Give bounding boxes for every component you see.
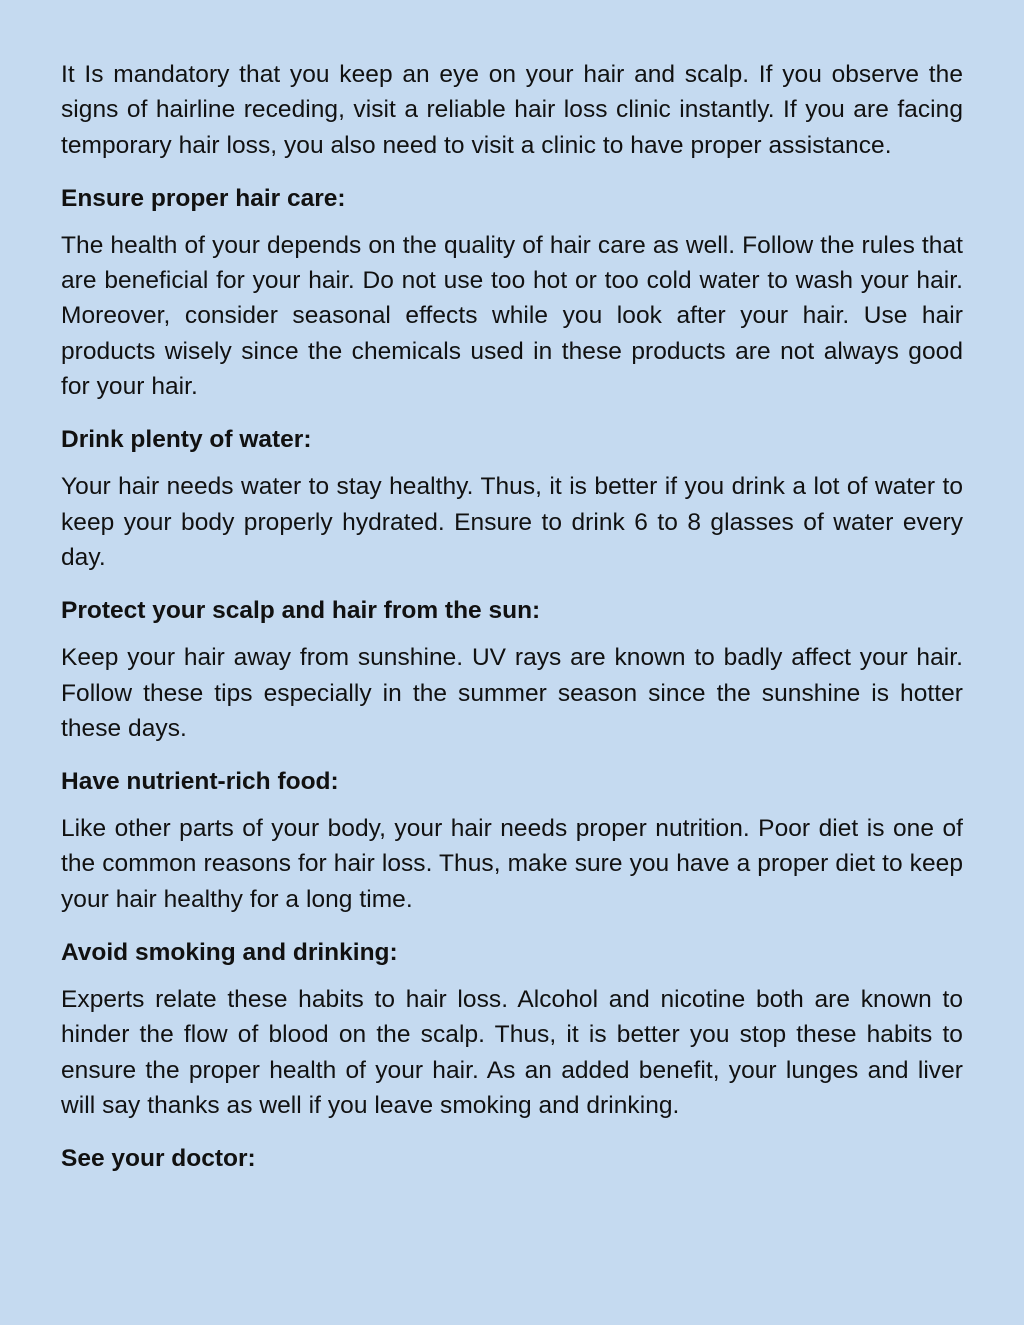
section-heading: Have nutrient-rich food: [61, 768, 339, 796]
section-body: Keep your hair away from sunshine. UV rays are known to badly affect your hair. Follow these tips especially in the summer season since the sunshine is hotter these days. [61, 644, 963, 742]
section-body: The health of your depends on the quality of hair care as well. Follow the rules that are beneficial for your hair. Do not use too hot or too cold water to wash your hair. Moreover, consider seasonal effects while you look after your hair. Use hair products wisely since the chemicals used in these products are not always good for your hair. [61, 231, 963, 401]
section-water [61, 422, 963, 575]
section-body: Like other parts of your body, your hair needs proper nutrition. Poor diet is one of the common reasons for hair loss. Thus, make sure you have a proper diet to keep your hair healthy for a long time. [61, 815, 963, 913]
intro-paragraph: It Is mandatory that you keep an eye on your hair and scalp. If you observe the signs of hairline receding, visit a reliable hair loss clinic instantly. If you are facing temporary hair loss, you also need to visit a clinic to have proper assistance. [61, 61, 963, 159]
section-heading: Ensure proper hair care: [61, 184, 346, 212]
section-sun-protection [61, 593, 963, 746]
section-heading: Protect your scalp and hair from the sun: [61, 597, 541, 625]
section-hair-care [61, 181, 963, 404]
section-body: Experts relate these habits to hair loss. Alcohol and nicotine both are known to hinder the flow of blood on the scalp. Thus, it is better you stop these habits to ensure the proper health of your hair. As an added benefit, your lunges and liver will say thanks as well if you leave smoking and drinking. [61, 986, 963, 1119]
section-nutrition [61, 764, 963, 917]
section-doctor [61, 1141, 963, 1176]
section-smoking-drinking [61, 935, 963, 1123]
section-heading: See your doctor: [61, 1145, 256, 1173]
section-heading: Drink plenty of water: [61, 426, 312, 454]
section-body: Your hair needs water to stay healthy. Thus, it is better if you drink a lot of water to keep your body properly hydrated. Ensure to drink 6 to 8 glasses of water every day. [61, 473, 963, 571]
section-heading: Avoid smoking and drinking: [61, 939, 398, 967]
